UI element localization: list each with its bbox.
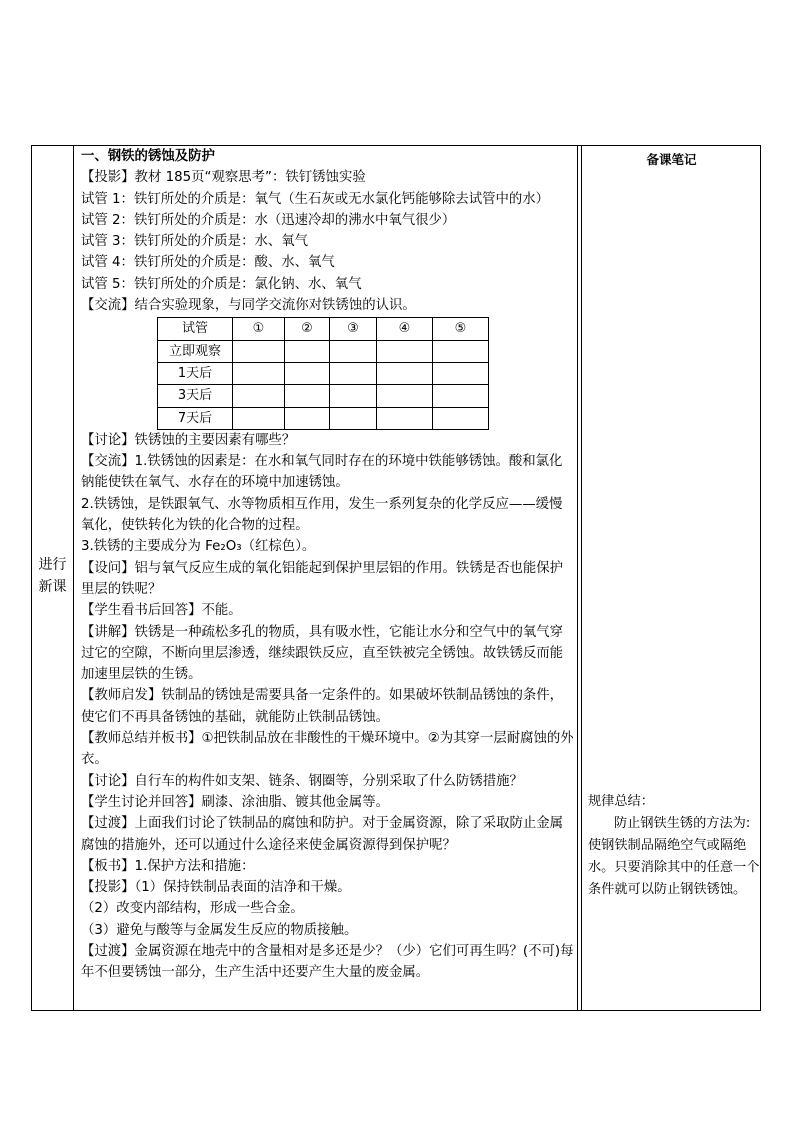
content-paragraph: 【交流】1.铁锈蚀的因素是：在水和氧气同时存在的环境中铁能够锈蚀。酸和氯化钠能使铁在氧气、水存在的环境中加速锈蚀。	[81, 454, 563, 491]
content-paragraph: 3.铁锈的主要成分为 Fe₂O₃（红棕色）。	[81, 539, 316, 555]
table-cell	[233, 340, 285, 362]
table-cell	[285, 385, 330, 407]
table-cell	[377, 362, 433, 384]
row-label: 进行新课	[38, 557, 67, 595]
notes-title: 规律总结：	[588, 794, 654, 809]
table-cell	[433, 407, 489, 429]
table-header-cell: ①	[233, 318, 285, 340]
column-divider	[577, 146, 578, 1010]
table-header-cell: ④	[377, 318, 433, 340]
table-row	[158, 407, 489, 429]
content-paragraph: 2.铁锈蚀，是铁跟氧气、水等物质相互作用，发生一系列复杂的化学反应——缓慢氧化，使铁转化为铁的化合物的过程。	[81, 496, 563, 534]
content-paragraph: 【教师启发】铁制品的锈蚀是需要具备一定条件的。如果破坏铁制品锈蚀的条件，使它们不再具备锈蚀的基础，就能防止铁制品锈蚀。	[81, 688, 564, 725]
table-cell	[330, 385, 377, 407]
content-line: 试管 5：铁钉所处的介质是：氯化钠、水、氧气	[81, 276, 362, 292]
content-paragraph: 【学生看书后回答】不能。	[81, 603, 242, 619]
content-paragraph: （3）避免与酸等与金属发生反应的物质接触。	[81, 922, 358, 938]
content-line: 【交流】结合实验现象，与同学交流你对铁锈蚀的认识。	[81, 298, 416, 314]
observation-table	[157, 317, 489, 429]
table-header-cell: ③	[330, 318, 377, 340]
table-row	[158, 340, 489, 362]
table-row-label: 立即观察	[158, 340, 233, 362]
table-row-label: 7天后	[158, 407, 233, 429]
table-header-row	[158, 318, 489, 340]
content-paragraph: 【学生讨论并回答】刷漆、涂油脂、镀其他金属等。	[81, 794, 389, 810]
content-paragraph: 【过渡】上面我们讨论了铁制品的腐蚀和防护。对于金属资源，除了采取防止金属腐蚀的措施外，还可以通过什么途径来使金属资源得到保护呢？	[81, 816, 564, 853]
table-cell	[377, 340, 433, 362]
notes-section	[588, 791, 760, 901]
column-divider	[581, 146, 582, 1010]
lesson-table	[31, 145, 761, 1011]
table-cell	[330, 362, 377, 384]
content-line: 试管 2：铁钉所处的介质是：水（迅速冷却的沸水中氧气很少）	[81, 212, 456, 228]
content-line: 【投影】教材 185页“观察思考”：铁钉锈蚀实验	[81, 170, 366, 186]
content-paragraph: 【投影】（1）保持铁制品表面的洁净和干燥。	[81, 880, 351, 896]
table-cell	[285, 407, 330, 429]
table-row	[158, 385, 489, 407]
content-line: 试管 1：铁钉所处的介质是：氧气（生石灰或无水氯化钙能够除去试管中的水）	[81, 191, 550, 207]
content-paragraph: 【板书】1.保护方法和措施：	[81, 858, 255, 874]
table-cell	[377, 385, 433, 407]
content-paragraph: 【讲解】铁锈是一种疏松多孔的物质，具有吸水性，它能让水分和空气中的氧气穿过它的空隙，不断向里层渗透，继续跟铁反应，直至铁被完全锈蚀。故铁锈反而能加速里层铁的生锈。	[81, 624, 564, 683]
table-cell	[233, 407, 285, 429]
content-line: 试管 4：铁钉所处的介质是：酸、水、氧气	[81, 255, 335, 271]
table-header-cell: 试管	[158, 318, 233, 340]
content-paragraph: 【讨论】自行车的构件如支架、链条、钢圈等，分别采取了什么防锈措施？	[81, 773, 523, 789]
table-cell	[433, 362, 489, 384]
table-cell	[285, 362, 330, 384]
table-cell	[433, 385, 489, 407]
table-cell	[433, 340, 489, 362]
column-divider	[73, 146, 74, 1010]
table-cell	[233, 385, 285, 407]
content-paragraph: 【讨论】铁锈蚀的主要因素有哪些？	[81, 432, 296, 448]
section-title: 一、钢铁的锈蚀及防护	[81, 149, 215, 164]
content-paragraph: 【教师总结并板书】①把铁制品放在非酸性的干燥环境中。②为其穿一层耐腐蚀的外衣。	[81, 731, 574, 768]
notes-body: 防止钢铁生锈的方法为:使钢铁制品隔绝空气或隔绝水。只要消除其中的任意一个条件就可以防止钢铁锈蚀。	[588, 816, 760, 897]
table-row-label: 3天后	[158, 385, 233, 407]
content-paragraph: 【过渡】金属资源在地壳中的含量相对是多还是少？（少）它们可再生吗？(不可)每年不但要锈蚀一部分，生产生活中还要产生大量的废金属。	[81, 943, 574, 981]
table-row-label: 1天后	[158, 362, 233, 384]
table-cell	[377, 407, 433, 429]
lesson-content	[81, 146, 575, 984]
content-line: 试管 3：铁钉所处的介质是：水、氧气	[81, 234, 309, 250]
table-row	[158, 362, 489, 384]
table-cell	[330, 340, 377, 362]
table-header-cell: ⑤	[433, 318, 489, 340]
table-header-cell: ②	[285, 318, 330, 340]
notes-header: 备课笔记	[646, 152, 697, 167]
table-cell	[330, 407, 377, 429]
table-cell	[285, 340, 330, 362]
content-paragraph: 【设问】铝与氧气反应生成的氧化铝能起到保护里层铝的作用。铁锈是否也能保护里层的铁呢？	[81, 560, 564, 597]
table-cell	[233, 362, 285, 384]
content-paragraph: （2）改变内部结构，形成一些合金。	[81, 901, 304, 917]
